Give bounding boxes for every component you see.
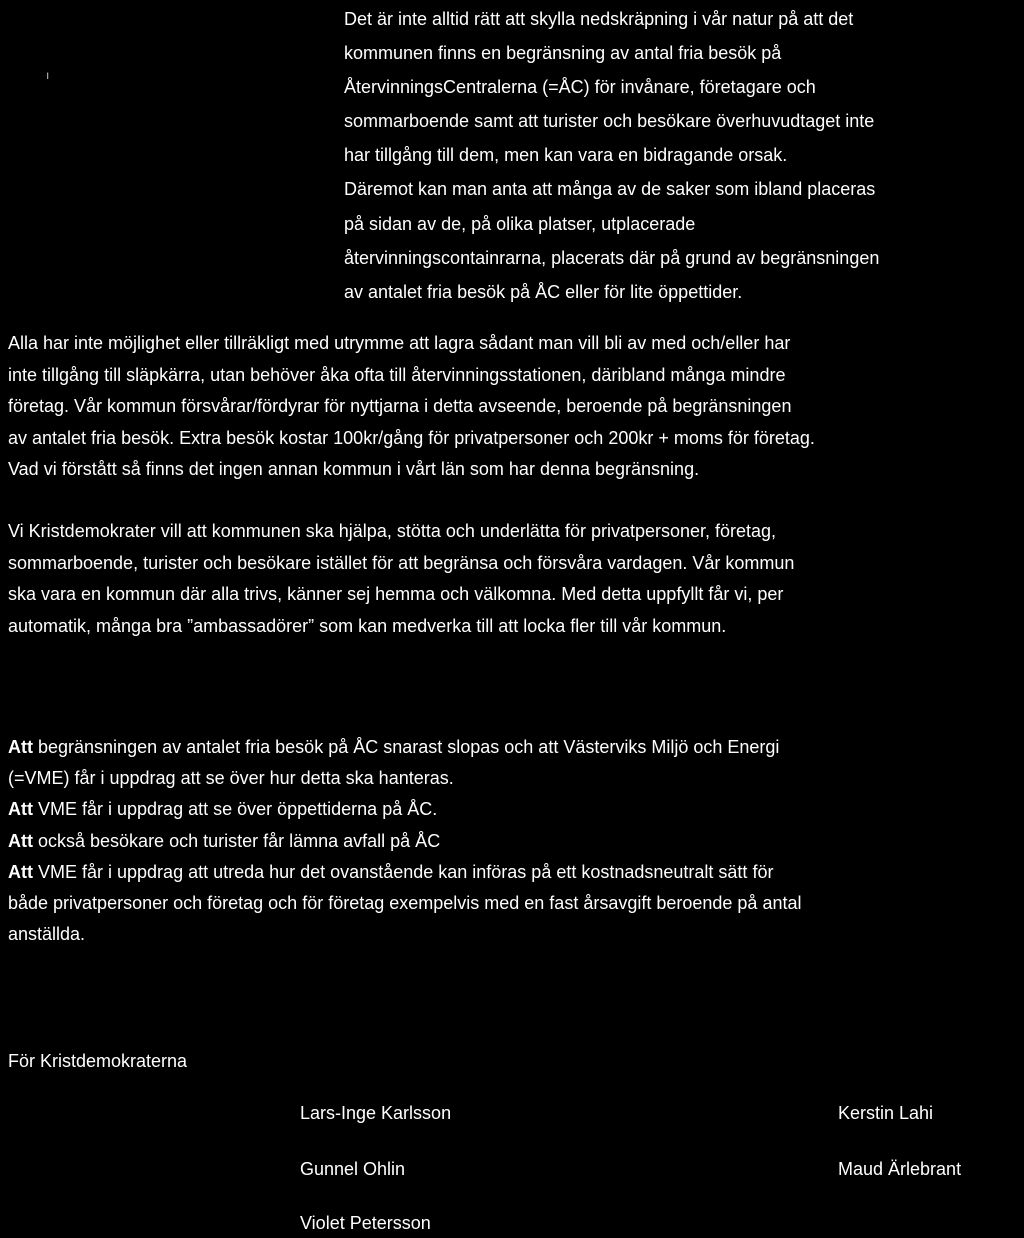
proposal-text: VME får i uppdrag att se över öppettiderna på ÅC.: [33, 799, 438, 820]
closing-line: För Kristdemokraterna: [8, 1051, 188, 1071]
proposal-text: också besökare och turister får lämna avfall på ÅC: [33, 830, 441, 851]
text-line: sommarboende, turister och besökare istället för att begränsa och försvåra vardagen. Vår kommun: [8, 552, 795, 573]
proposal-continuation: både privatpersoner och företag och för företag exempelvis med en fast årsavgift beroende på antal: [8, 893, 802, 914]
proposal-keyword: Att: [8, 799, 33, 820]
text-line: automatik, många bra ”ambassadörer” som kan medverka till att locka fler till vår kommun.: [8, 615, 727, 636]
text-line: ska vara en kommun där alla trivs, känner sej hemma och välkomna. Med detta uppfyllt får vi, per: [8, 584, 784, 604]
text-line: Alla har inte möjlighet eller tillräkligt med utrymme att lagra sådant man vill bli av med och/eller har: [8, 333, 791, 353]
text-line: av antalet fria besök på ÅC eller för lite öppettider.: [344, 281, 743, 302]
proposal-list: [8, 732, 1022, 950]
proposal-item: [8, 826, 1022, 857]
text-line: sommarboende samt att turister och besökare överhuvudtaget inte: [344, 111, 875, 132]
proposal-text: begränsningen av antalet fria besök på ÅC snarast slopas och att Västerviks Miljö och Energi: [33, 737, 780, 757]
text-line: företag. Vår kommun försvårar/fördyrar för nyttjarna i detta avseende, beroende på begränsningen: [8, 396, 792, 416]
text-line: återvinningscontainrarna, placerats där på grund av begränsningen: [344, 247, 880, 268]
signatory-name: Violet Petersson: [300, 1213, 431, 1233]
text-line: ÅtervinningsCentralerna (=ÅC) för invånare, företagare och: [344, 77, 816, 98]
text-line: har tillgång till dem, men kan vara en bidragande orsak.: [344, 145, 788, 166]
text-line: inte tillgång till släpkärra, utan behöver åka ofta till återvinningsstationen, däribland många mindre: [8, 364, 786, 385]
paragraph-recycling-access: [8, 328, 1022, 486]
intro-paragraph: [344, 2, 1022, 309]
proposal-keyword: Att: [8, 861, 33, 882]
proposal-keyword: Att: [8, 737, 33, 757]
proposal-text: VME får i uppdrag att utreda hur det ovanstående kan införas på ett kostnadsneutralt sätt för: [33, 861, 774, 882]
paragraph-party-position: [8, 516, 1022, 642]
proposal-continuation: (=VME) får i uppdrag att se över hur detta ska hanteras.: [8, 768, 454, 789]
signatory-name: Lars-Inge Karlsson: [300, 1103, 452, 1123]
text-line: Vad vi förstått så finns det ingen annan kommun i vårt län som har denna begränsning.: [8, 459, 700, 479]
text-line: av antalet fria besök. Extra besök kostar 100kr/gång för privatpersoner och 200kr + moms för företag.: [8, 427, 815, 448]
signatory-name: Kerstin Lahi: [838, 1103, 934, 1123]
signatory-name: Maud Ärlebrant: [838, 1159, 962, 1179]
proposal-item: [8, 857, 1022, 888]
proposal-item: [8, 794, 1022, 825]
text-line: Det är inte alltid rätt att skylla nedskräpning i vår natur på att det: [344, 9, 854, 29]
text-line: kommunen finns en begränsning av antal fria besök på: [344, 43, 782, 64]
text-line: Vi Kristdemokrater vill att kommunen ska hjälpa, stötta och underlätta för privatpersoner, företag,: [8, 521, 777, 541]
proposal-item: [8, 732, 1022, 763]
proposal-continuation: anställda.: [8, 924, 86, 945]
text-line: på sidan av de, på olika platser, utplacerade: [344, 213, 696, 234]
stray-mark: ı: [46, 68, 50, 82]
signatory-name: Gunnel Ohlin: [300, 1159, 406, 1179]
proposal-keyword: Att: [8, 830, 33, 851]
text-line: Däremot kan man anta att många av de saker som ibland placeras: [344, 179, 876, 200]
